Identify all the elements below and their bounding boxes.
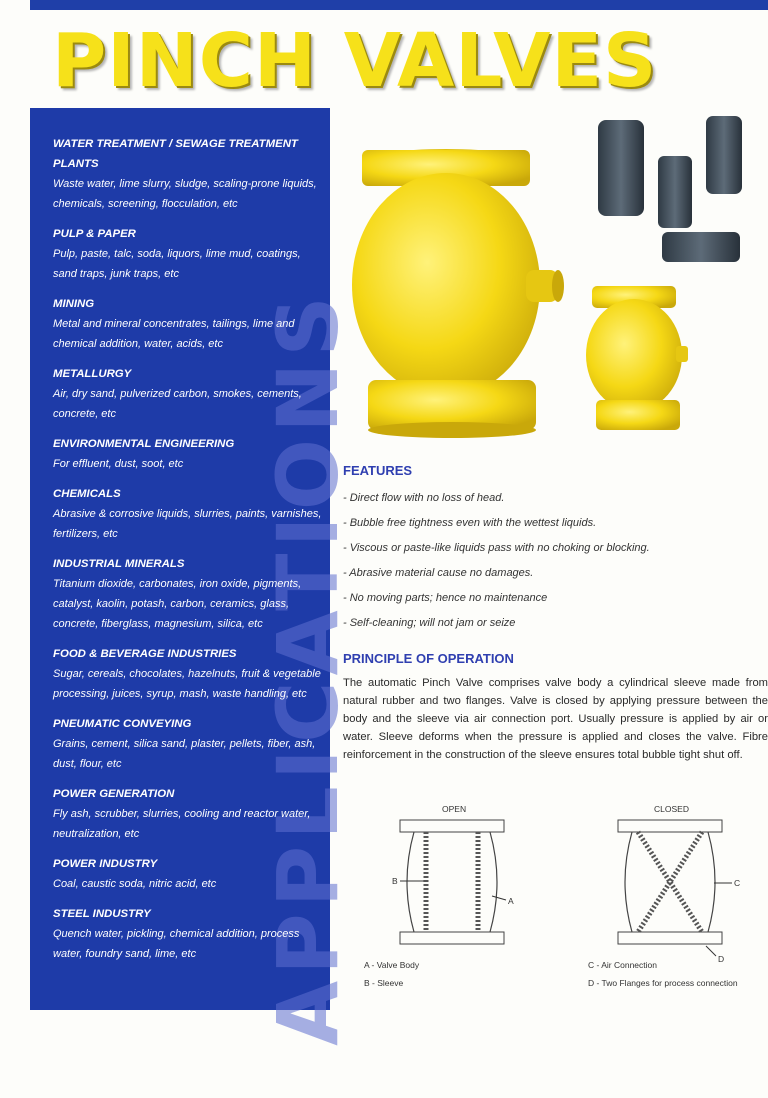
application-heading: POWER GENERATION [53,788,175,800]
application-description: Coal, caustic soda, nitric acid, etc [53,878,217,890]
application-heading: STEEL INDUSTRY [53,908,151,920]
applications-watermark-text: APPLICATIONS [259,290,357,1046]
small-yellow-valve [586,286,688,430]
application-item [53,364,325,424]
application-heading: METALLURGY [53,368,132,380]
application-description: Titanium dioxide, carbonates, iron oxide, pigments, catalyst, kaolin, potash, carbon, ceramics, glass, concrete, fiberglass, magnesium, silica, etc [53,578,302,630]
marker-a: A [508,896,514,906]
product-photo [340,110,768,440]
marker-b: B [392,876,398,886]
application-description: Waste water, lime slurry, sludge, scaling-prone liquids, chemicals, screening, flocculation, etc [53,178,317,210]
feature-item: - Abrasive material cause no damages. [343,567,534,579]
large-yellow-valve [352,149,564,438]
open-valve-diagram [392,804,514,944]
feature-item: - Direct flow with no loss of head. [343,492,505,504]
principle-heading: PRINCIPLE OF OPERATION [343,651,514,666]
application-item [53,714,325,774]
application-heading: PULP & PAPER [53,228,136,240]
principle-text: The automatic Pinch Valve comprises valve body a cylindrical sleeve made from natural rubber and two flanges. Valve is closed by applying pressure between the body and the sleeve via air connection port. Usually pressure is applied by air or water. Sleeve deforms when the pressure is applied and closes the valve. Fibre reinforcement in the construction of the sleeve ensures total bubble tight shut off. [343,677,768,761]
applications-panel [30,108,357,1046]
application-description: Quench water, pickling, chemical addition, process water, foundry sand, lime, etc [53,928,300,960]
features-heading: FEATURES [343,463,413,478]
legend-a: A - Valve Body [364,960,420,970]
legend-b: B - Sleeve [364,978,404,988]
application-item [53,134,325,214]
closed-valve-diagram [618,804,740,964]
application-heading: PNEUMATIC CONVEYING [53,718,192,730]
open-label: OPEN [442,804,467,814]
application-description: Pulp, paste, talc, soda, liquors, lime mud, coatings, sand traps, junk traps, etc [53,248,301,280]
application-heading: ENVIRONMENTAL ENGINEERING [53,438,235,450]
marker-d: D [718,954,725,964]
feature-item: - Bubble free tightness even with the wettest liquids. [343,517,597,529]
closed-label: CLOSED [654,804,689,814]
application-heading: CHEMICALS [53,488,121,500]
legend-d: D - Two Flanges for process connection [588,978,738,988]
application-heading: MINING [53,298,95,310]
application-heading: FOOD & BEVERAGE INDUSTRIES [53,648,237,660]
application-description: For effluent, dust, soot, etc [53,458,184,470]
application-item [53,224,325,284]
application-heading: INDUSTRIAL MINERALS [53,558,185,570]
application-heading: WATER TREATMENT / SEWAGE TREATMENT PLANTS [53,138,298,170]
application-description: Air, dry sand, pulverized carbon, smokes, cements, concrete, etc [53,388,302,420]
application-description: Metal and mineral concentrates, tailings, lime and chemical addition, water, acids, etc [53,318,295,350]
page-title: PINCH VALVES [52,18,658,104]
application-description: Fly ash, scrubber, slurries, cooling and reactor water, neutralization, etc [53,808,311,840]
feature-item: - No moving parts; hence no maintenance [343,592,548,604]
top-bar [30,0,768,10]
application-item [53,644,325,704]
application-item [53,854,325,894]
applications-list [53,134,325,974]
application-description: Sugar, cereals, chocolates, hazelnuts, fruit & vegetable processing, juices, syrup, mash, waste handling, etc [53,668,321,700]
features-list [343,486,763,636]
feature-item: - Self-cleaning; will not jam or seize [343,617,516,629]
application-heading: POWER INDUSTRY [53,858,158,870]
application-item [53,484,325,544]
application-item [53,904,325,964]
legend-c: C - Air Connection [588,960,657,970]
feature-item: - Viscous or paste-like liquids pass with no choking or blocking. [343,542,650,554]
marker-c: C [734,878,741,888]
application-item [53,294,325,354]
application-item [53,554,325,634]
application-item [53,434,325,474]
application-description: Grains, cement, silica sand, plaster, pellets, fiber, ash, dust, flour, etc [53,738,316,770]
application-item [53,784,325,844]
operation-diagram [364,800,768,995]
grey-pinch-valves [598,116,742,262]
application-description: Abrasive & corrosive liquids, slurries, paints, varnishes, fertilizers, etc [53,508,322,540]
